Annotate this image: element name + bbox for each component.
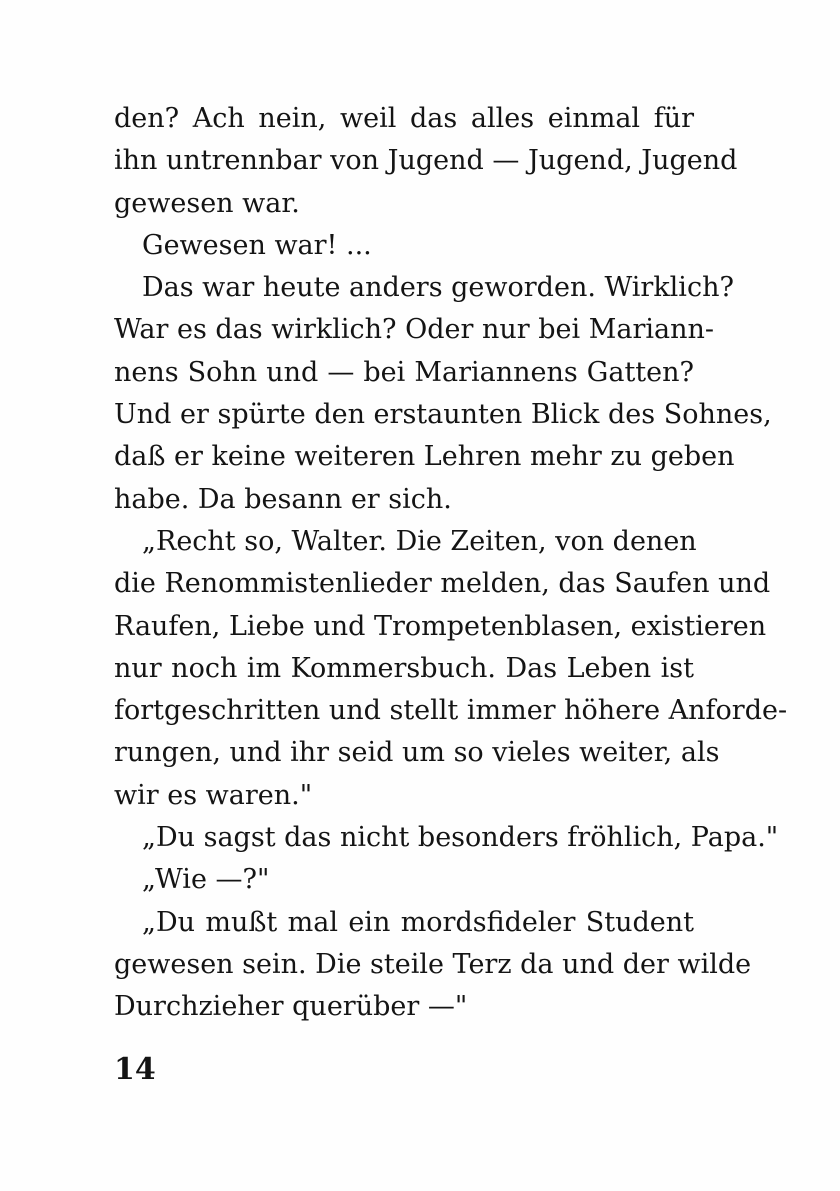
text-line-2: ihn untrennbar von Jugend — Jugend, Jugend xyxy=(114,145,738,177)
text-line-22: Durchzieher querüber —" xyxy=(114,991,468,1023)
text-line-20: „Du mußt mal ein mordsfideler Student xyxy=(142,906,694,938)
text-line-15: fortgeschritten und stellt immer höhere Anforde- xyxy=(114,695,788,727)
body-text xyxy=(114,98,788,1029)
text-line-19: „Wie —?" xyxy=(142,864,270,896)
text-line-14: nur noch im Kommersbuch. Das Leben ist xyxy=(114,652,694,684)
text-line-1: den? Ach nein, weil das alles einmal für xyxy=(114,103,694,134)
text-line-8: Und er spürte den erstaunten Blick des Sohnes, xyxy=(114,399,772,431)
page-number: 14 xyxy=(114,1052,156,1087)
text-line-21: gewesen sein. Die steile Terz da und der wilde xyxy=(114,948,752,980)
text-line-6: War es das wirklich? Oder nur bei Mariann- xyxy=(114,314,714,346)
text-line-3: gewesen war. xyxy=(114,187,300,219)
text-line-18: „Du sagst das nicht besonders fröhlich, Papa." xyxy=(142,822,779,854)
text-line-5: Das war heute anders geworden. Wirklich? xyxy=(142,272,734,304)
text-line-11: „Recht so, Walter. Die Zeiten, von denen xyxy=(142,525,697,557)
text-line-10: habe. Da besann er sich. xyxy=(114,483,452,515)
text-line-12: die Renommistenlieder melden, das Saufen und xyxy=(114,568,771,600)
text-line-17: wir es waren." xyxy=(114,779,313,811)
text-line-9: daß er keine weiteren Lehren mehr zu geben xyxy=(114,441,735,473)
text-line-4: Gewesen war! ... xyxy=(142,229,372,261)
text-line-16: rungen, und ihr seid um so vieles weiter, als xyxy=(114,737,720,769)
text-line-7: nens Sohn und — bei Mariannens Gatten? xyxy=(114,356,694,388)
text-line-13: Raufen, Liebe und Trompetenblasen, existieren xyxy=(114,610,767,642)
